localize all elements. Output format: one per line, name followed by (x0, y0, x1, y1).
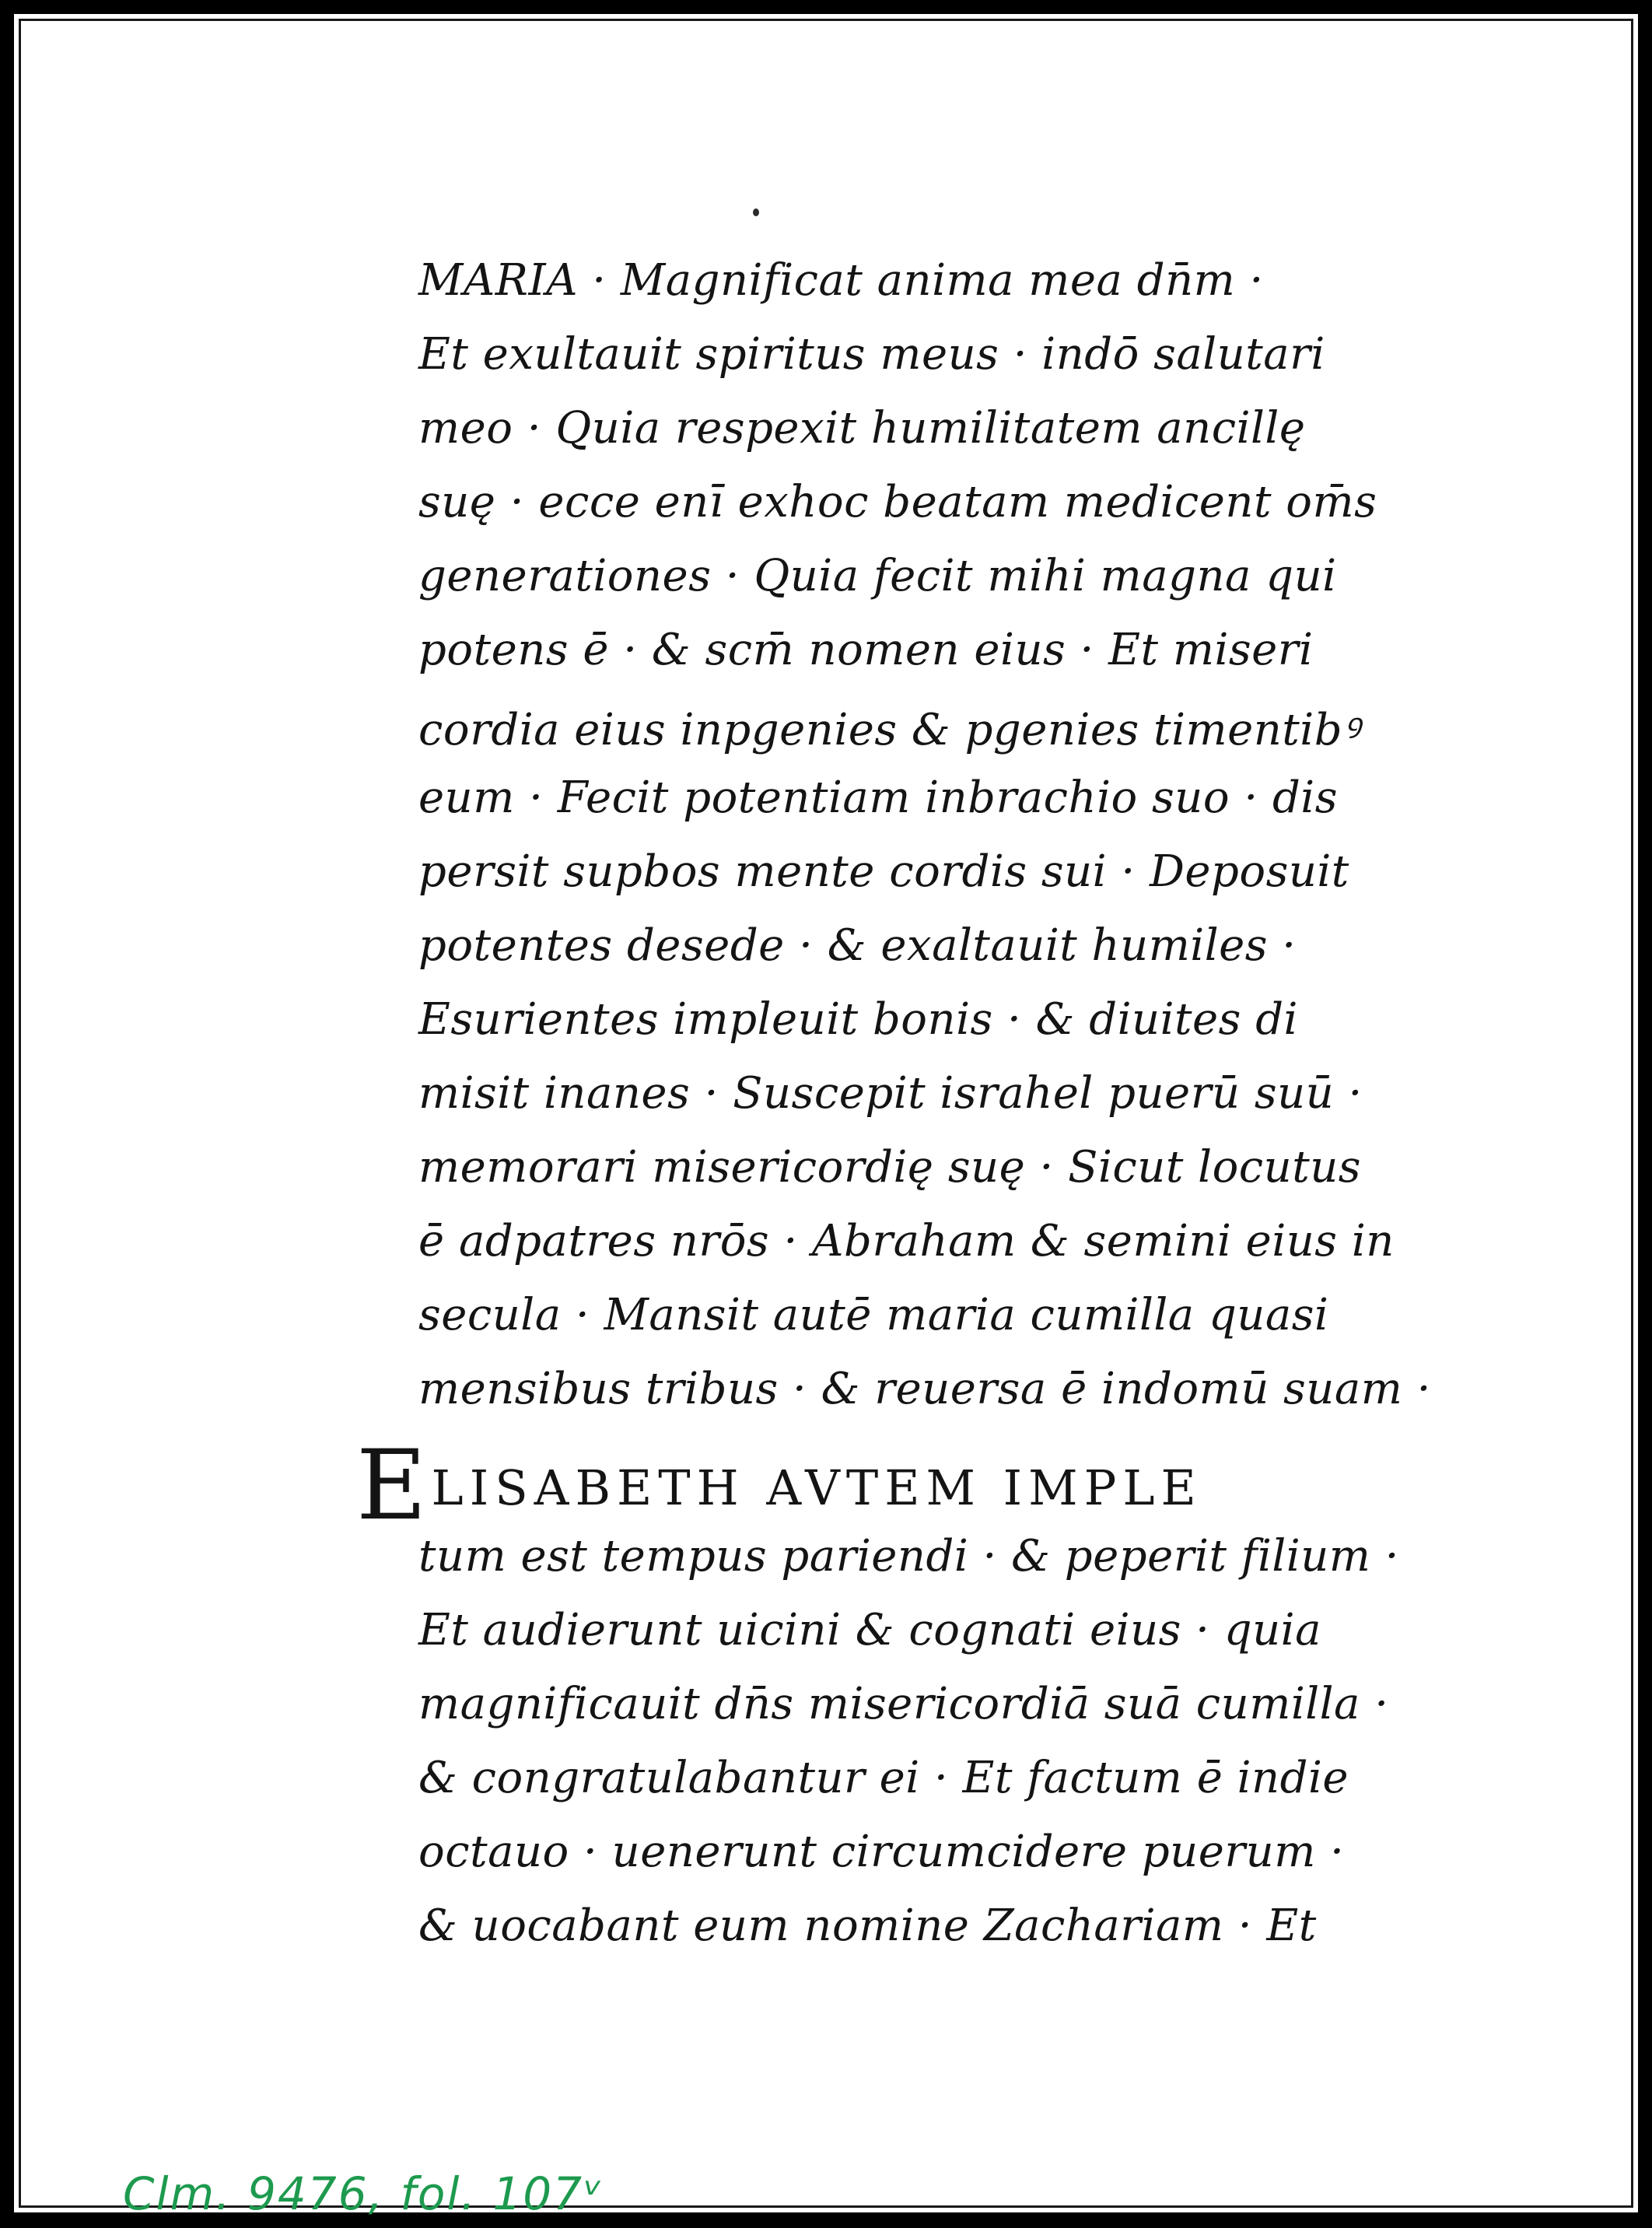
text-line-5: generationes · Quia fecit mihi magna qui (418, 551, 1337, 601)
text-line-8: eum · Fecit potentiam inbrachio suo · dis (418, 772, 1338, 823)
text-line-12: misit inanes · Suscepit israhel puerū suū · (418, 1068, 1363, 1119)
ink-dot (753, 208, 759, 216)
text-line-3: meo · Quia respexit humilitatem ancillę (418, 403, 1306, 454)
text-line-9: persit supbos mente cordis sui · Deposuit (418, 846, 1349, 897)
text-line-18: Et audierunt uicini & cognati eius · quia (418, 1605, 1321, 1655)
text-line-11: Esurientes impleuit bonis · & diuites di (418, 994, 1298, 1045)
text-line-13: memorari misericordię suę · Sicut locutus (418, 1142, 1362, 1193)
manuscript-page (14, 14, 1638, 2220)
text-line-2: Et exultauit spiritus meus · indō salutari (418, 329, 1325, 380)
text-line-16: mensibus tribus · & reuersa ē indomū suam · (418, 1364, 1431, 1414)
text-line-7: cordia eius inpgenies & pgenies timentibꝰ (418, 705, 1360, 755)
text-line-1: MARIA · Magnificat anima mea dn̄m · (418, 255, 1264, 306)
text-line-6: potens ē · & scm̄ nomen eius · Et miseri (418, 625, 1314, 675)
text-line-21: octauo · uenerunt circumcidere puerum · (418, 1827, 1345, 1877)
text-line-15: secula · Mansit autē maria cumilla quasi (418, 1290, 1329, 1340)
shelfmark-annotation: Clm. 9476, fol. 107ᵛ (123, 2167, 604, 2220)
text-line-14: ē adpatres nrōs · Abraham & semini eius in (418, 1216, 1395, 1266)
text-line-17: tum est tempus pariendi · & peperit filium · (418, 1531, 1399, 1582)
text-line-22: & uocabant eum nomine Zachariam · Et (418, 1900, 1317, 1951)
decorated-initial: E (356, 1430, 427, 1542)
text-line-20: & congratulabantur ei · Et factum ē indie (418, 1753, 1349, 1803)
heading-text: LISABETH AVTEM IMPLE (431, 1459, 1202, 1516)
section-heading (356, 1430, 1202, 1542)
text-line-19: magnificauit dn̄s misericordiā suā cumilla · (418, 1679, 1389, 1729)
text-line-4: suę · ecce enī exhoc beatam medicent om̄s (418, 477, 1377, 527)
text-line-10: potentes desede · & exaltauit humiles · (418, 920, 1297, 971)
